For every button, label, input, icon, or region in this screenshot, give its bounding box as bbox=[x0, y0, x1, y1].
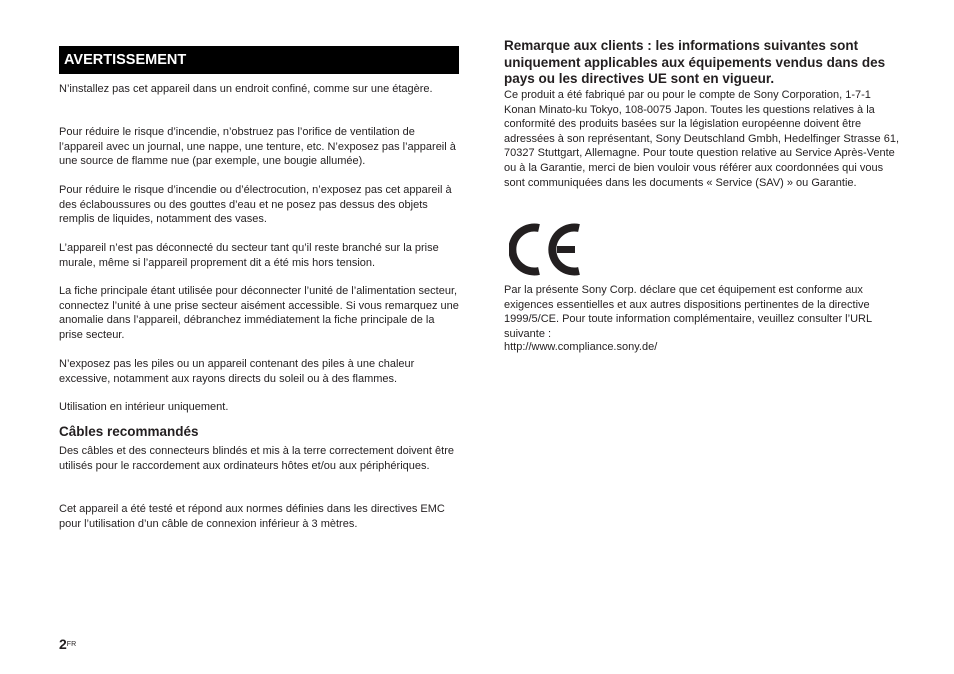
customer-notice-heading: Remarque aux clients : les informations suivantes sont uniquement applicables aux équipements vendus dans des pays ou les directives UE sont en vigueur. bbox=[504, 38, 886, 86]
paragraph-indoor-use: Utilisation en intérieur uniquement. bbox=[59, 401, 229, 413]
paragraph-batteries: N’exposez pas les piles ou un appareil contenant des piles à une chaleur excessive, notamment aux rayons directs du soleil ou à des flammes. bbox=[59, 358, 415, 385]
ce-mark-icon bbox=[509, 222, 583, 277]
warning-banner: AVERTISSEMENT bbox=[59, 46, 459, 74]
paragraph-shielded-cables: Des câbles et des connecteurs blindés et mis à la terre correctement doivent être utilisés pour le raccordement aux ordinateurs hôtes et/ou aux périphériques. bbox=[59, 445, 454, 472]
paragraph-manufacturer: Ce produit a été fabriqué par ou pour le compte de Sony Corporation, 1-7-1 Konan Minato-ku Tokyo, 108-0075 Japon. Toutes les questions relatives à la conformité des produits basées sur la législation européenne doivent être adressées à son représentant, Sony Deutschland Gmbh, Hedelfinger Strasse 61, 70327 Stuttgart, Allemagne. Pour toute question relative au Service Après-Vente ou à la Garantie, merci de bien vouloir vous référer aux coordonnées qui vous sont communiquées dans les documents « Service (SAV) » ou Garantie. bbox=[504, 89, 900, 189]
page-language-suffix: FR bbox=[66, 641, 77, 648]
paragraph-emc: Cet appareil a été testé et répond aux normes définies dans les directives EMC pour l’utilisation d’un câble de connexion inférieur à 3 mètres. bbox=[59, 503, 445, 530]
page-number-value: 2 bbox=[59, 636, 67, 652]
paragraph-main-plug: La fiche principale étant utilisée pour déconnecter l’unité de l’alimentation secteur, connectez l’unité à une prise secteur aisément accessible. Si vous remarquez une anomalie dans l’appareil, débranchez immédiatement la fiche principale de la prise secteur. bbox=[59, 285, 459, 341]
paragraph-ventilation: Pour réduire le risque d’incendie, n’obstruez pas l’orifice de ventilation de l’appareil avec un journal, une nappe, une tenture, etc. N’exposez pas l’appareil à une source de flamme nue (par exemple, une bougie allumée). bbox=[59, 126, 456, 168]
cables-heading: Câbles recommandés bbox=[59, 424, 199, 439]
paragraph-declaration: Par la présente Sony Corp. déclare que cet équipement est conforme aux exigences essentielles et aux autres dispositions pertinentes de la directive 1999/5/CE. Pour toute information complémentaire, veuillez consulter l’URL suivante : bbox=[504, 284, 872, 340]
paragraph-installation: N’installez pas cet appareil dans un endroit confiné, comme sur une étagère. bbox=[59, 83, 433, 95]
page-number bbox=[59, 636, 76, 652]
compliance-url: http://www.compliance.sony.de/ bbox=[504, 341, 658, 353]
paragraph-disconnect: L’appareil n’est pas déconnecté du secteur tant qu’il reste branché sur la prise murale, même si l’appareil proprement dit a été mis hors tension. bbox=[59, 242, 439, 269]
paragraph-electrocution: Pour réduire le risque d’incendie ou d’électrocution, n’exposez pas cet appareil à des éclaboussures ou des gouttes d’eau et ne posez pas dessus des objets remplis de liquides, notamment des vases. bbox=[59, 184, 452, 226]
